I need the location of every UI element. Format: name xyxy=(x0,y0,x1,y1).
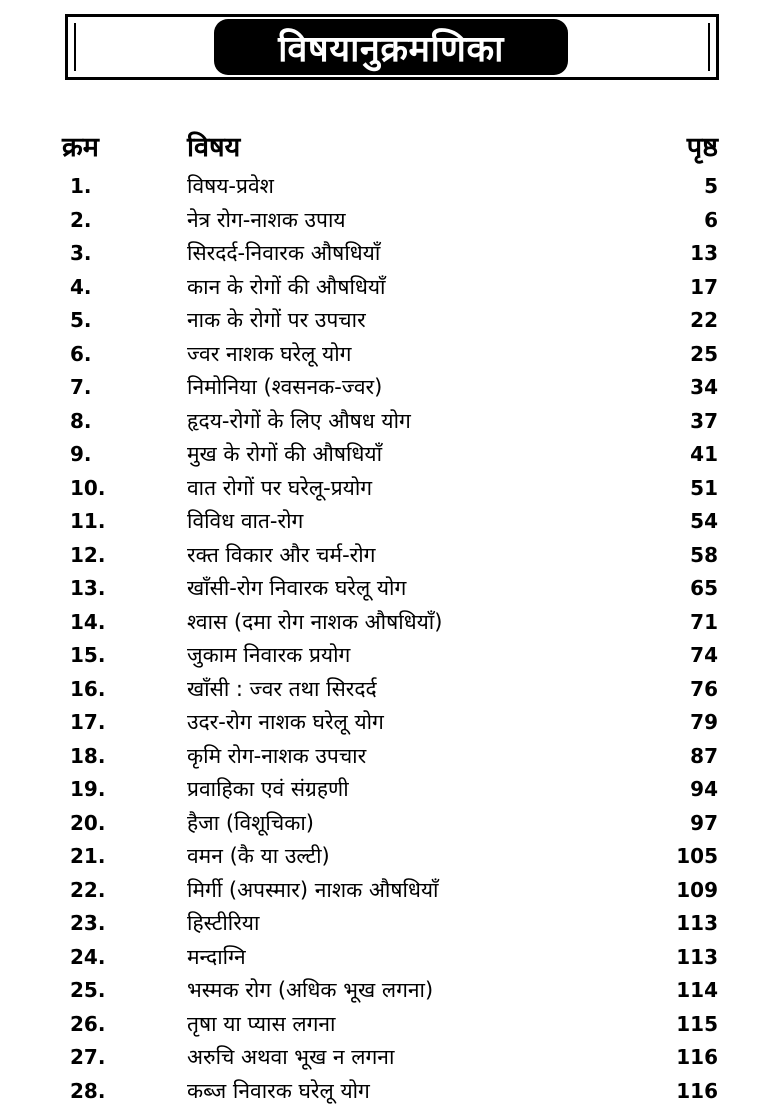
entry-page: 105 xyxy=(676,844,718,868)
entry-page: 13 xyxy=(690,241,718,265)
toc-entry[interactable] xyxy=(0,539,780,573)
entry-page: 22 xyxy=(690,308,718,332)
entry-number: 18. xyxy=(70,743,106,768)
title-frame xyxy=(65,14,719,80)
entry-page: 79 xyxy=(690,710,718,734)
entry-subject: नेत्र रोग-नाशक उपाय xyxy=(187,207,346,232)
entry-number: 21. xyxy=(70,844,106,868)
entry-number: 19. xyxy=(70,777,106,801)
entry-number: 12. xyxy=(70,542,106,567)
entry-subject: तृषा या प्यास लगना xyxy=(187,1011,336,1036)
entry-page: 76 xyxy=(690,676,718,701)
toc-entry[interactable] xyxy=(0,773,780,807)
entry-number: 11. xyxy=(70,509,106,533)
entry-subject: अरुचि अथवा भूख न लगना xyxy=(187,1045,395,1069)
entry-number: 25. xyxy=(70,978,106,1002)
toc-entry[interactable] xyxy=(0,740,780,774)
entry-page: 113 xyxy=(676,911,718,935)
entry-page: 94 xyxy=(690,777,718,801)
header-number: क्रम xyxy=(62,132,99,163)
entry-subject: कान के रोगों की औषधियाँ xyxy=(187,274,386,299)
entry-page: 115 xyxy=(676,1011,718,1036)
entry-subject: सिरदर्द-निवारक औषधियाँ xyxy=(187,241,381,265)
entry-number: 20. xyxy=(70,810,106,835)
entry-page: 109 xyxy=(676,877,718,902)
toc-entry[interactable] xyxy=(0,572,780,606)
entry-subject: भस्मक रोग (अधिक भूख लगना) xyxy=(187,978,434,1002)
entry-subject: मुख के रोगों की औषधियाँ xyxy=(187,442,383,466)
entry-number: 16. xyxy=(70,676,106,701)
entry-page: 5 xyxy=(704,174,718,198)
toc-entry[interactable] xyxy=(0,204,780,238)
entry-page: 87 xyxy=(690,743,718,768)
entry-page: 58 xyxy=(690,542,718,567)
entry-subject: मन्दाग्नि xyxy=(187,944,246,969)
entry-number: 13. xyxy=(70,576,106,600)
toc-entry[interactable] xyxy=(0,1008,780,1042)
entry-subject: वात रोगों पर घरेलू-प्रयोग xyxy=(187,475,373,500)
entry-subject: रक्त विकार और चर्म-रोग xyxy=(187,542,376,567)
entry-number: 6. xyxy=(70,341,92,366)
toc-entry[interactable] xyxy=(0,907,780,941)
entry-page: 74 xyxy=(690,643,718,667)
toc-entry[interactable] xyxy=(0,807,780,841)
entry-subject: कब्ज निवारक घरेलू योग xyxy=(187,1078,370,1103)
entry-subject: खाँसी-रोग निवारक घरेलू योग xyxy=(187,576,407,600)
toc-entry[interactable] xyxy=(0,706,780,740)
entry-subject: हृदय-रोगों के लिए औषध योग xyxy=(187,408,411,433)
entry-subject: विषय-प्रवेश xyxy=(187,174,274,198)
entry-subject: जुकाम निवारक प्रयोग xyxy=(187,643,351,667)
toc-entry[interactable] xyxy=(0,371,780,405)
header-page: पृष्ठ xyxy=(686,132,718,163)
entry-page: 116 xyxy=(676,1045,718,1069)
header-subject: विषय xyxy=(187,132,241,163)
toc-entry[interactable] xyxy=(0,840,780,874)
entry-number: 14. xyxy=(70,609,106,634)
entry-number: 4. xyxy=(70,274,92,299)
entry-subject: नाक के रोगों पर उपचार xyxy=(187,308,366,332)
entry-subject: हैजा (विशूचिका) xyxy=(187,810,314,835)
entry-number: 22. xyxy=(70,877,106,902)
entry-number: 27. xyxy=(70,1045,106,1069)
entry-page: 41 xyxy=(690,442,718,466)
entry-subject: वमन (कै या उल्टी) xyxy=(187,844,330,868)
entry-subject: उदर-रोग नाशक घरेलू योग xyxy=(187,710,384,734)
entry-page: 113 xyxy=(676,944,718,969)
entry-page: 116 xyxy=(676,1078,718,1103)
entry-page: 114 xyxy=(676,978,718,1002)
entry-number: 7. xyxy=(70,375,92,399)
entry-subject: प्रवाहिका एवं संग्रहणी xyxy=(187,777,349,801)
entry-page: 51 xyxy=(690,475,718,500)
toc-entry[interactable] xyxy=(0,438,780,472)
toc-entry[interactable] xyxy=(0,974,780,1008)
entry-number: 28. xyxy=(70,1078,106,1103)
entry-subject: ज्वर नाशक घरेलू योग xyxy=(187,341,352,366)
toc-entry[interactable] xyxy=(0,405,780,439)
toc-entry[interactable] xyxy=(0,1075,780,1108)
entry-subject: निमोनिया (श्वसनक-ज्वर) xyxy=(187,375,383,399)
entry-subject: हिस्टीरिया xyxy=(187,911,260,935)
entry-page: 17 xyxy=(690,274,718,299)
entry-number: 5. xyxy=(70,308,92,332)
entry-page: 37 xyxy=(690,408,718,433)
entry-number: 3. xyxy=(70,241,92,265)
toc-entry[interactable] xyxy=(0,606,780,640)
toc-entry[interactable] xyxy=(0,271,780,305)
entry-subject: विविध वात-रोग xyxy=(187,509,304,533)
toc-entry[interactable] xyxy=(0,170,780,204)
entry-page: 65 xyxy=(690,576,718,600)
toc-list xyxy=(0,170,780,1108)
toc-entry[interactable] xyxy=(0,304,780,338)
entry-subject: कृमि रोग-नाशक उपचार xyxy=(187,743,367,768)
entry-page: 97 xyxy=(690,810,718,835)
toc-header xyxy=(0,127,780,167)
entry-page: 6 xyxy=(704,207,718,232)
toc-entry[interactable] xyxy=(0,505,780,539)
toc-entry[interactable] xyxy=(0,874,780,908)
entry-number: 15. xyxy=(70,643,106,667)
entry-number: 9. xyxy=(70,442,92,466)
entry-page: 34 xyxy=(690,375,718,399)
page-title: विषयानुक्रमणिका xyxy=(214,19,568,75)
toc-entry[interactable] xyxy=(0,941,780,975)
entry-number: 2. xyxy=(70,207,92,232)
entry-number: 8. xyxy=(70,408,92,433)
entry-subject: मिर्गी (अपस्मार) नाशक औषधियाँ xyxy=(187,877,439,902)
entry-number: 17. xyxy=(70,710,106,734)
entry-page: 54 xyxy=(690,509,718,533)
toc-entry[interactable] xyxy=(0,237,780,271)
entry-number: 10. xyxy=(70,475,106,500)
entry-number: 24. xyxy=(70,944,106,969)
toc-entry[interactable] xyxy=(0,639,780,673)
toc-entry[interactable] xyxy=(0,338,780,372)
entry-number: 1. xyxy=(70,174,92,198)
entry-subject: श्वास (दमा रोग नाशक औषधियाँ) xyxy=(187,609,443,634)
entry-page: 25 xyxy=(690,341,718,366)
entry-number: 23. xyxy=(70,911,106,935)
entry-number: 26. xyxy=(70,1011,106,1036)
toc-entry[interactable] xyxy=(0,472,780,506)
toc-entry[interactable] xyxy=(0,1041,780,1075)
entry-subject: खाँसी : ज्वर तथा सिरदर्द xyxy=(187,676,377,701)
toc-entry[interactable] xyxy=(0,673,780,707)
entry-page: 71 xyxy=(690,609,718,634)
